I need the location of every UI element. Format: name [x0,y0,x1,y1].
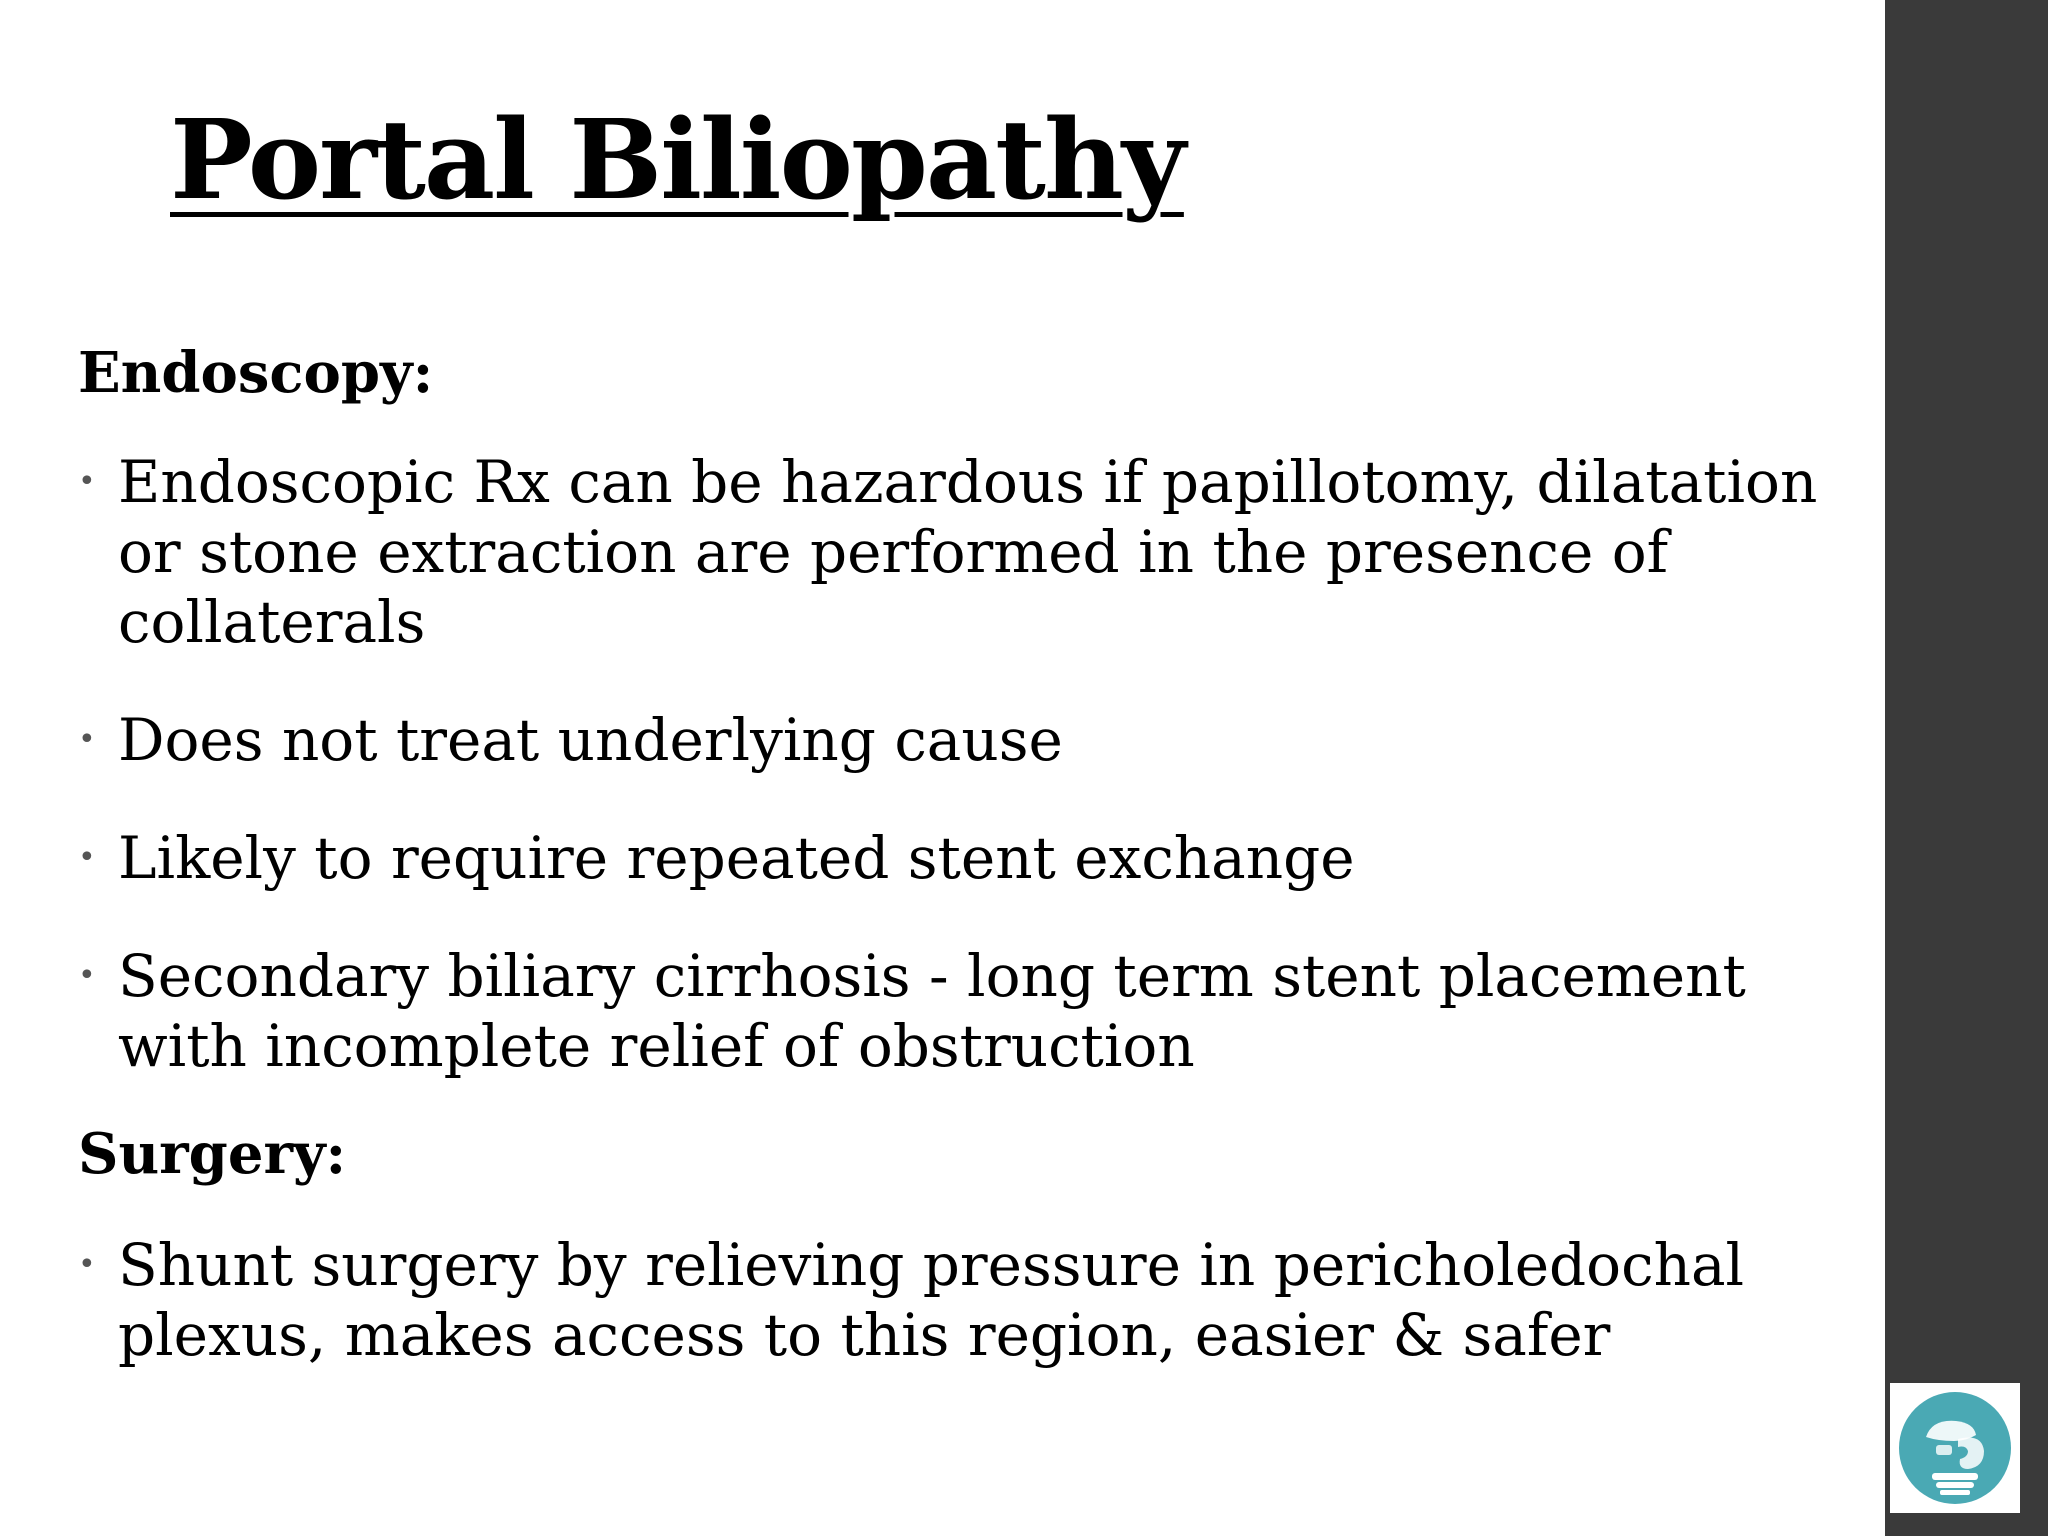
bullet-item [78,705,1838,775]
logo-box [1890,1383,2020,1513]
section-endoscopy [78,340,1838,1081]
bullet-dot-icon: • [78,722,96,758]
section-surgery [78,1121,1838,1370]
bullet-dot-icon: • [78,840,96,876]
bullet-text: Shunt surgery by relieving pressure in pericholedochal plexus, makes access to this region, easier & safer [118,1231,1745,1370]
bullet-dot-icon: • [78,1247,96,1283]
bullet-item [78,941,1818,1081]
right-sidebar [1885,0,2048,1536]
bullet-item [78,823,1838,893]
bullet-dot-icon: • [78,958,96,994]
endoscopy-bullet-list [78,447,1838,1081]
section-heading-surgery: Surgery: [78,1121,347,1188]
slide-title: Portal Biliopathy [170,95,1184,224]
bullet-dot-icon: • [78,464,96,500]
bullet-item [78,1230,1818,1370]
bullet-text: Endoscopic Rx can be hazardous if papillotomy, dilatation or stone extraction are performed in the presence of collaterals [118,448,1818,657]
surgery-bullet-list [78,1230,1838,1370]
section-heading-endoscopy: Endoscopy: [78,340,434,406]
bullet-item [78,447,1858,657]
gastro-liver-logo-icon [1896,1389,2014,1507]
slide-content [78,340,1838,1370]
bullet-text: Does not treat underlying cause [118,706,1063,775]
bullet-text: Likely to require repeated stent exchange [118,824,1355,893]
bullet-text: Secondary biliary cirrhosis - long term stent placement with incomplete relief of obstruction [118,942,1746,1081]
